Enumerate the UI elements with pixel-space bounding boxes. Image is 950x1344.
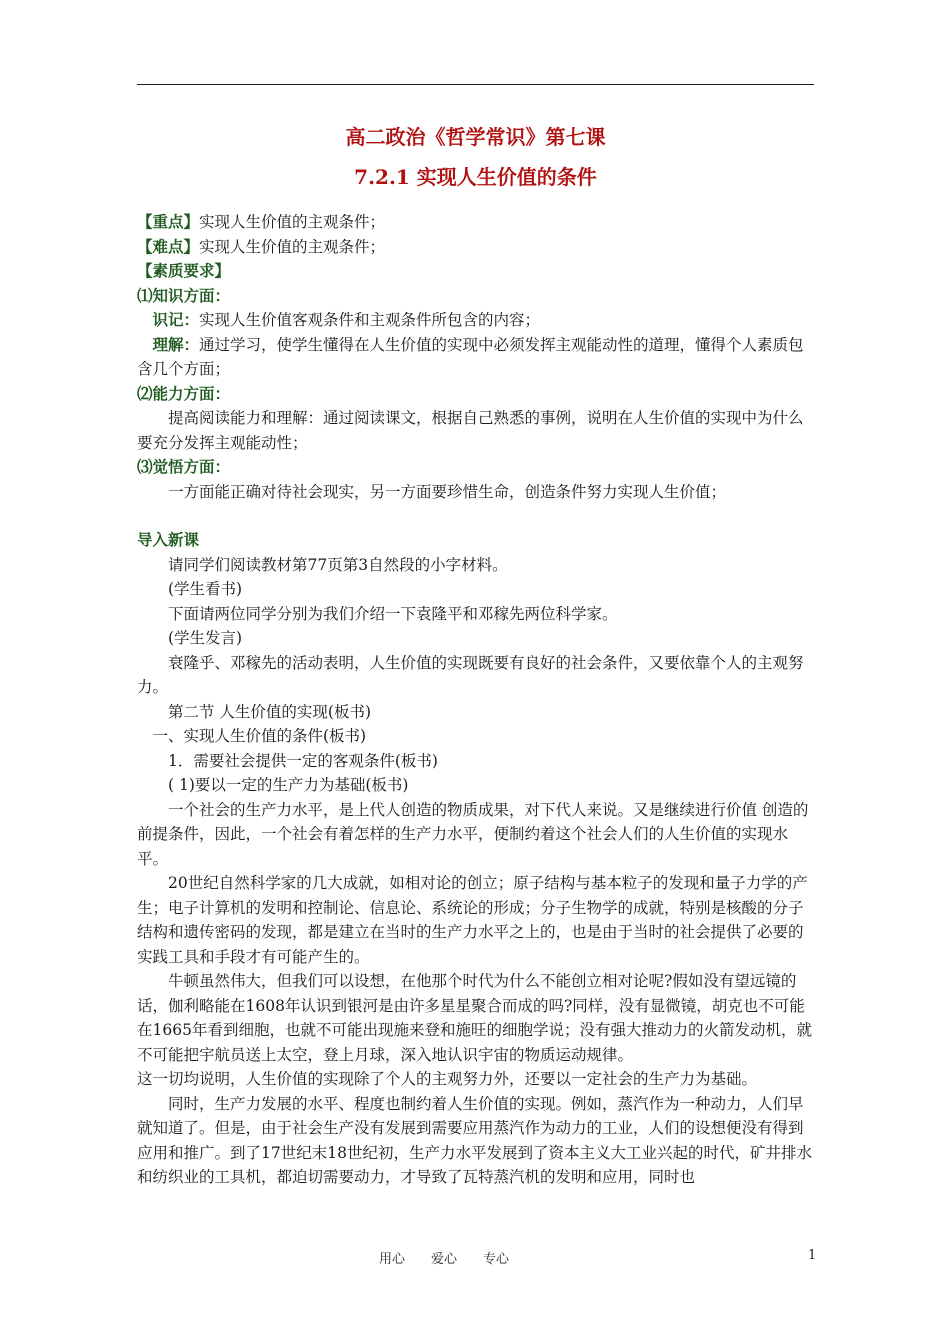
quality-heading: 【素质要求】 [137, 261, 231, 280]
memo-line: 识记：实现人生价值客观条件和主观条件所包含的内容； [152, 310, 541, 329]
difficulty [137, 235, 814, 260]
key-point [137, 210, 814, 235]
intro-heading: 导入新课 [137, 530, 200, 549]
document-body [137, 118, 814, 1190]
body-paragraph: 牛顿虽然伟大，但我们可以设想，在他那个时代为什么不能创立相对论呢?假如没有望远镜的话，伽利略能在1608年认识到银河是由许多星星聚合而成的吗?同样，没有显微镜，胡克也不可能在1665年看到细胞，也就不可能出现施来登和施旺的细胞学说；没有强大推动力的火箭发动机，就不可能把宇航员送上太空，登上月球，深入地认识宇宙的物质运动规律。 [137, 972, 812, 1064]
intro-line: 下面请两位同学分别为我们介绍一下袁隆平和邓稼先两位科学家。 [168, 604, 618, 623]
body-paragraph: 同时，生产力发展的水平、程度也制约着人生价值的实现。例如，蒸汽作为一种动力，人们早就知道了。但是，由于社会生产没有发展到需要应用蒸汽作为动力的工业，人们的设想便没有得到应用和推广。到了17世纪末18世纪初，生产力水平发展到了资本主义大工业兴起的时代，矿井排水和纺织业的工具机，都迫切需要动力，才导致了瓦特蒸汽机的发明和应用，同时也 [137, 1094, 812, 1186]
conclusion-paragraph: 这一切均说明，人生价值的实现除了个人的主观努力外，还要以一定社会的生产力为基础。 [137, 1070, 758, 1088]
subsection-heading: 一、实现人生价值的条件(板书) [152, 727, 367, 745]
understand-line: 理解：通过学习，使学生懂得在人生价值的实现中必须发挥主观能动性的道理，懂得个人素质包含几个方面； [137, 334, 804, 378]
page-number: 1 [808, 1248, 817, 1263]
header-rule [137, 84, 814, 85]
ability-text: 提高阅读能力和理解：通过阅读课文，根据自己熟悉的事例，说明在人生价值的实现中为什么要充分发挥主观能动性； [137, 409, 804, 452]
awareness-text: 一方面能正确对待社会现实，另一方面要珍惜生命，创造条件努力实现人生价值； [168, 482, 727, 501]
awareness-heading: ⑶觉悟方面： [137, 457, 231, 476]
intro-line: 请同学们阅读教材第77页第3自然段的小字材料。 [168, 555, 508, 574]
page-subtitle: 7.2.1 实现人生价值的条件 [354, 165, 597, 189]
subitem-heading: ( 1)要以一定的生产力为基础(板书) [168, 776, 409, 794]
intro-line: 衰隆乎、邓稼先的活动表明，人生价值的实现既要有良好的社会条件，又要依靠个人的主观努力。 [137, 653, 804, 696]
item-heading: 1．需要社会提供一定的客观条件(板书) [168, 751, 438, 770]
intro-line: (学生发言) [168, 629, 243, 647]
key-point-label: 【重点】 [137, 212, 200, 231]
footer-motto: 用心 爱心 专心 [379, 1252, 510, 1267]
body-paragraph: 20世纪自然科学家的几大成就，如相对论的创立；原子结构与基本粒子的发现和量子力学的产生；电子计算机的发明和控制论、信息论、系统论的形成；分子生物学的成就，特别是核酸的分子结构和遗传密码的发现，都是建立在当时的生产力水平之上的，也是由于当时的社会提供了必要的实践工具和手段才有可能产生的。 [137, 874, 808, 966]
intro-line: (学生看书) [168, 580, 243, 598]
knowledge-heading: ⑴知识方面： [137, 285, 231, 305]
page-title: 高二政治《哲学常识》第七课 [345, 125, 606, 149]
section-heading: 第二节 人生价值的实现(板书) [168, 702, 372, 721]
body-paragraph: 一个社会的生产力水平，是上代人创造的物质成果，对下代人来说。又是继续进行价值 创造的前提条件，因此，一个社会有着怎样的生产力水平，便制约着这个社会人们的人生价值的实现水平。 [137, 800, 809, 868]
difficulty-text: 实现人生价值的主观条件； [199, 237, 386, 256]
key-point-text: 实现人生价值的主观条件； [199, 213, 386, 231]
difficulty-label: 【难点】 [137, 236, 200, 256]
ability-heading: ⑵能力方面： [137, 383, 231, 403]
